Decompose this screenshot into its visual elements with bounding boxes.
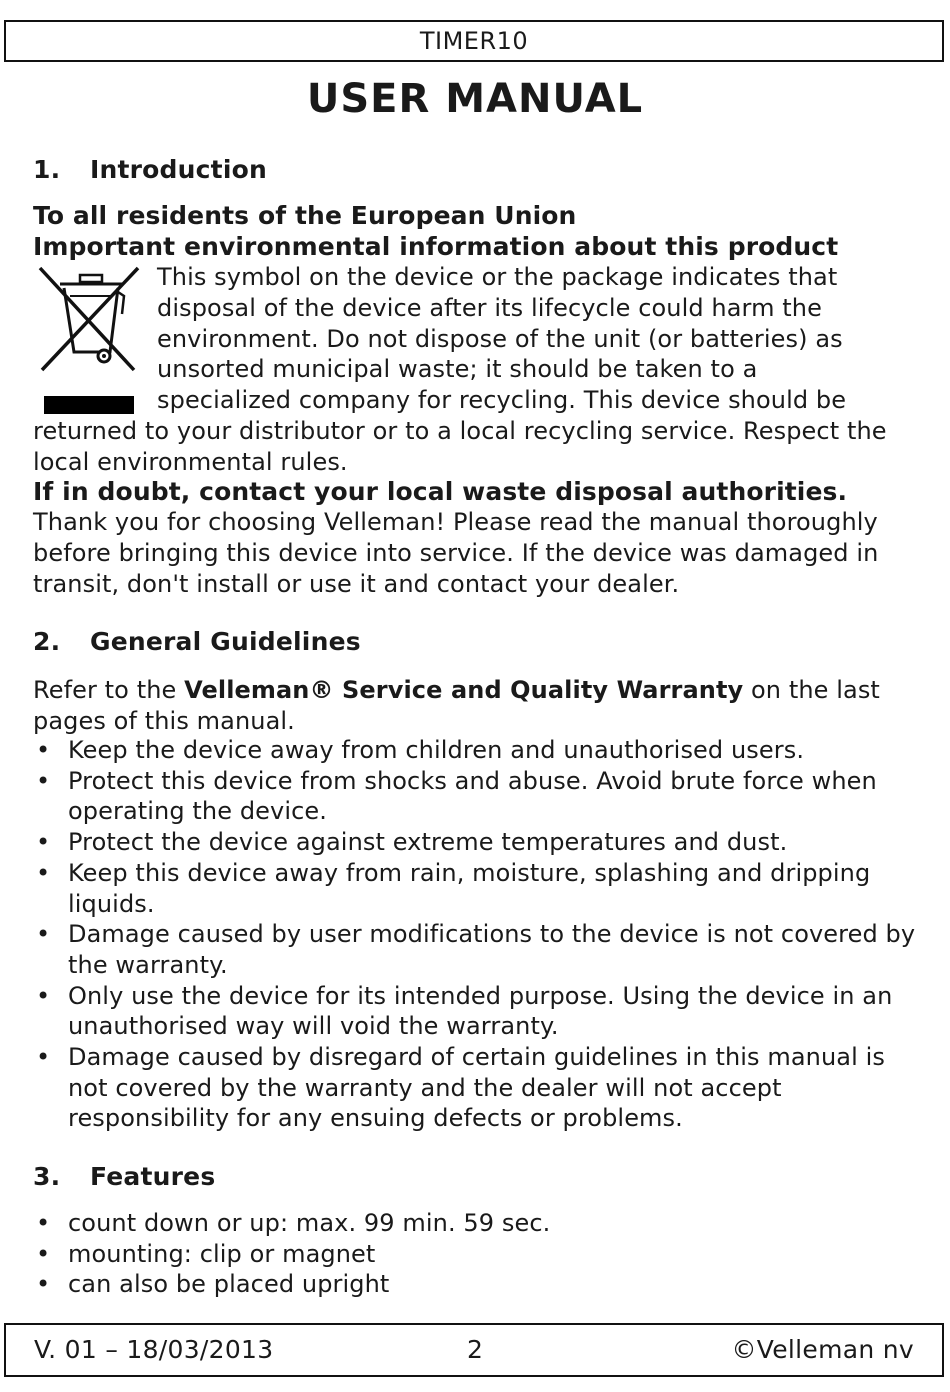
- env-paragraph-indented: This symbol on the device or the package indicates that disposal of the device after its lifecycle could harm the environment. Do not dispose of the unit (or batteries) as unsorted municipal waste; it should be taken to a specialized company for recycling. This device should be: [157, 263, 847, 415]
- eu-residents-line: To all residents of the European Union: [33, 201, 577, 230]
- section-1-title: Introduction: [90, 155, 267, 184]
- section-3-title: Features: [90, 1162, 216, 1191]
- warranty-reference: [33, 675, 923, 737]
- list-item: • Only use the device for its intended purpose. Using the device in an unauthorised way will void the warranty.: [36, 981, 893, 1041]
- model-name: TIMER10: [419, 27, 529, 55]
- header-box: [4, 20, 944, 62]
- warranty-ref-prefix: Refer to the: [33, 676, 185, 704]
- thanks-paragraph: Thank you for choosing Velleman! Please read the manual thoroughly before bringing this device into service. If the device was damaged in transit, don't install or use it and contact your dealer.: [33, 508, 879, 598]
- list-item: • Protect the device against extreme temperatures and dust.: [36, 828, 788, 857]
- list-item: • count down or up: max. 99 min. 59 sec.: [36, 1209, 551, 1237]
- warranty-ref-bold: Velleman® Service and Quality Warranty: [184, 676, 744, 704]
- list-item: • Damage caused by user modifications to the device is not covered by the warranty.: [36, 920, 916, 979]
- section-2-number: 2.: [33, 627, 61, 656]
- warranty-ref-suffix: on the last pages of this manual.: [33, 676, 880, 735]
- section-3-heading: [33, 1162, 215, 1191]
- guidelines-list: [33, 735, 923, 1134]
- crossed-out-wheelie-bin-icon: [36, 266, 142, 418]
- version-date: V. 01 – 18/03/2013: [34, 1335, 274, 1364]
- list-item: • Keep this device away from rain, moisture, splashing and dripping liquids.: [36, 858, 871, 918]
- list-item: • Protect this device from shocks and abuse. Avoid brute force when operating the device.: [36, 766, 877, 826]
- page-title: USER MANUAL: [306, 76, 644, 122]
- list-item: • can also be placed upright: [36, 1270, 390, 1299]
- page-number: 2: [467, 1335, 484, 1364]
- section-1-heading: [33, 155, 267, 184]
- copyright: ©Velleman nv: [731, 1335, 914, 1364]
- features-list: [33, 1208, 923, 1300]
- list-item: • Damage caused by disregard of certain guidelines in this manual is not covered by the warranty and the dealer will not accept responsibility for any ensuing defects or problems.: [36, 1043, 885, 1133]
- section-2-title: General Guidelines: [90, 627, 361, 656]
- list-item: • mounting: clip or magnet: [36, 1239, 376, 1268]
- doubt-line: If in doubt, contact your local waste disposal authorities.: [33, 477, 848, 506]
- section-1-number: 1.: [33, 155, 61, 184]
- env-paragraph-continued: returned to your distributor or to a local recycling service. Respect the local environmental rules.: [33, 417, 887, 476]
- env-info-line: Important environmental information about this product: [33, 232, 839, 261]
- footer-box: [4, 1323, 944, 1377]
- section-2-heading: [33, 627, 361, 656]
- list-item: • Keep the device away from children and unauthorised users.: [36, 736, 805, 764]
- section-3-number: 3.: [33, 1162, 61, 1191]
